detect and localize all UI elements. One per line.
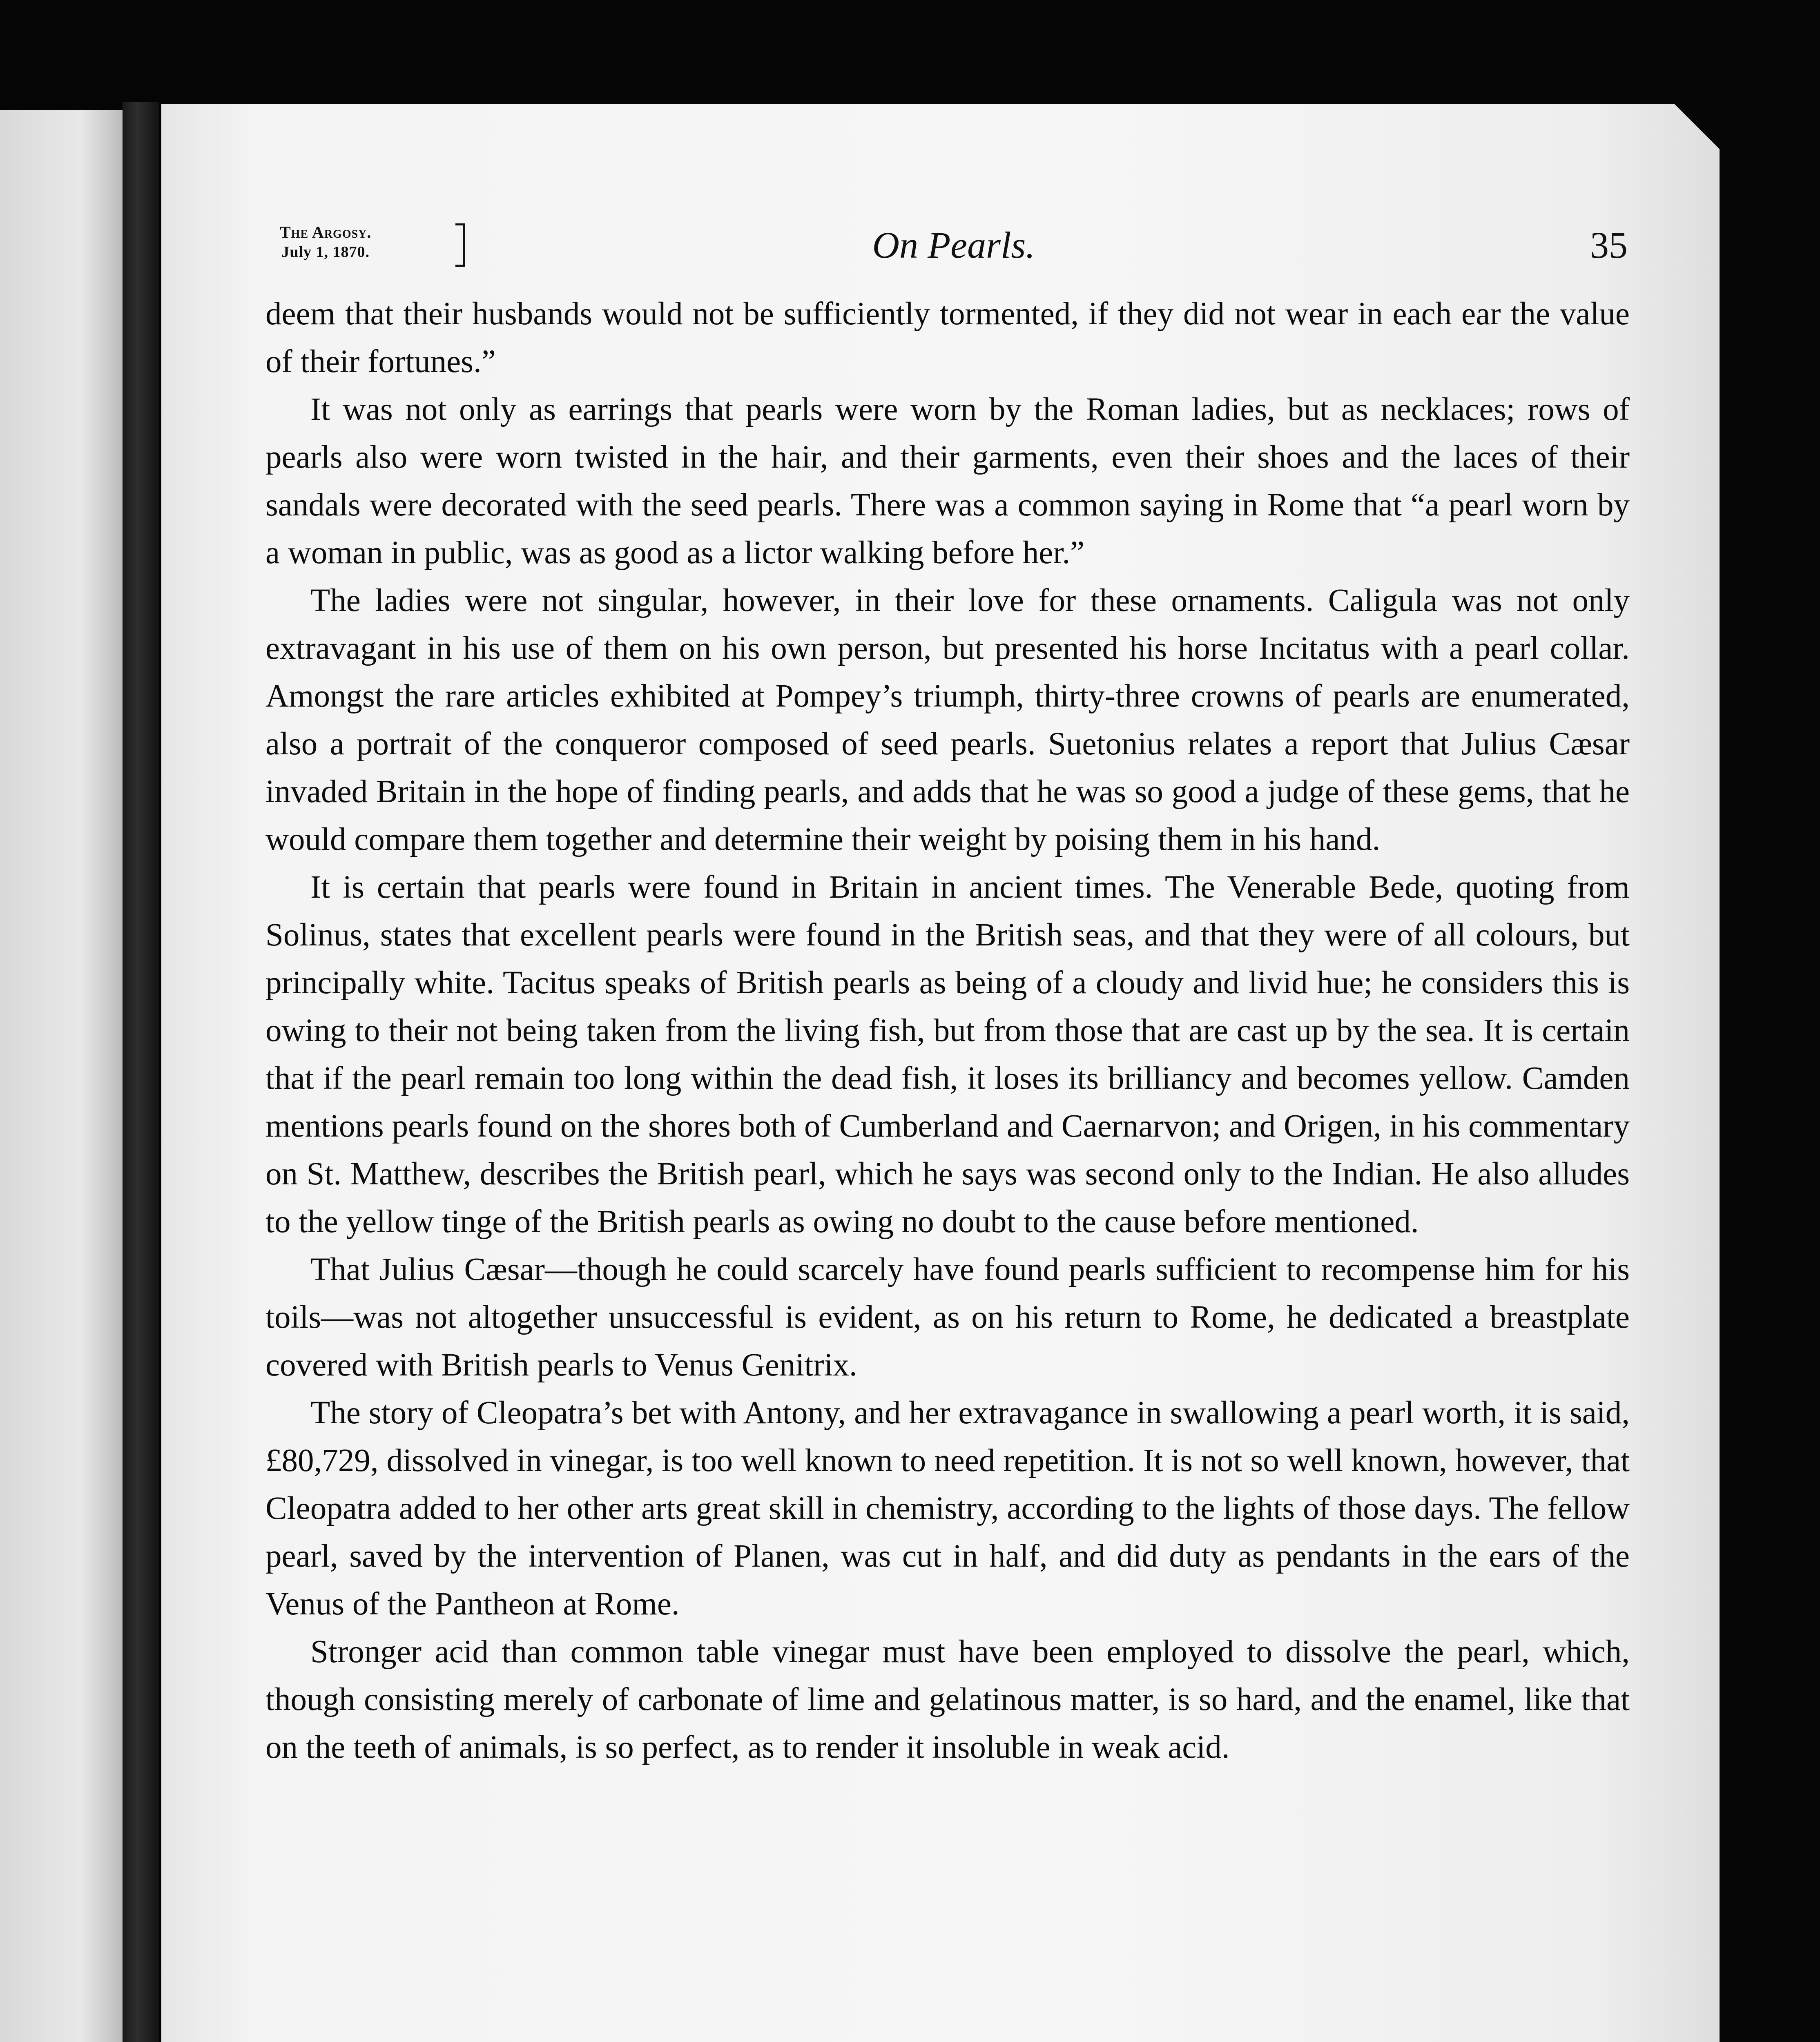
publication-name: The Argosy. — [280, 223, 372, 241]
page-number: 35 — [1590, 224, 1628, 266]
paragraph: The ladies were not singular, however, in their love for these ornaments. Caligula was not only extravagant in his use of them on his own person, but presented his horse Incitatus with a pearl collar. Amongst the rare articles exhibited at Pompey’s triumph, thirty-three crowns of pearls are enumerated, also a portrait of the conqueror composed of seed pearls. Suetonius relates a report that Julius Cæsar invaded Britain in the hope of finding pearls, and adds that he was so good a judge of these gems, that he would compare them together and determine their weight by poising them in his hand. — [265, 583, 1630, 857]
paragraph: The story of Cleopatra’s bet with Antony, and her extravagance in swallowing a pearl worth, it is said, £80,729, dissolved in vinegar, is too well known to need repetition. It is not so well known, however, that Cleopatra added to her other arts great skill in chemistry, according to the lights of those days. The fellow pearl, saved by the intervention of Planen, was cut in half, and did duty as pendants in the ears of the Venus of the Pantheon at Rome. — [265, 1395, 1630, 1622]
paragraph: That Julius Cæsar—though he could scarcely have found pearls sufficient to recompense him for his toils—was not altogether unsuccessful is evident, as on his return to Rome, he dedicated a breastplate covered with British pearls to Venus Genitrix. — [265, 1252, 1630, 1383]
book-gutter — [123, 102, 159, 2042]
body-text — [265, 290, 1630, 1771]
publication-date: July 1, 1870. — [281, 243, 370, 261]
page-corner — [1675, 104, 1720, 149]
header-publication-info — [280, 223, 371, 262]
paragraph: It is certain that pearls were found in Britain in ancient times. The Venerable Bede, quoting from Solinus, states that excellent pearls were found in the British seas, and that they were of all colours, but principally white. Tacitus speaks of British pearls as being of a cloudy and livid hue; he considers this is owing to their not being taken from the living fish, but from those that are cast up by the sea. It is certain that if the pearl remain too long within the dead fish, it loses its brilliancy and becomes yellow. Camden mentions pearls found on the shores both of Cumberland and Caernarvon; and Origen, in his commentary on St. Matthew, describes the British pearl, which he says was second only to the Indian. He also alludes to the yellow tinge of the British pearls as owing no doubt to the cause before mentioned. — [265, 869, 1630, 1239]
running-header — [280, 223, 1628, 288]
previous-page-edge — [0, 110, 135, 2042]
paragraph: It was not only as earrings that pearls were worn by the Roman ladies, but as necklaces; rows of pearls also were worn twisted in the hair, and their garments, even their shoes and the laces of their sandals were decorated with the seed pearls. There was a common saying in Rome that “a pearl worn by a woman in public, was as good as a lictor walking before her.” — [265, 392, 1630, 571]
page-title: On Pearls. — [872, 224, 1035, 266]
book-page — [161, 104, 1720, 2042]
paragraph: deem that their husbands would not be sufficiently tormented, if they did not wear in each ear the value of their fortunes.” — [265, 296, 1630, 379]
paragraph: Stronger acid than common table vinegar must have been employed to dissolve the pearl, which, though consisting merely of carbonate of lime and gelatinous matter, is so hard, and the enamel, like that on the teeth of animals, is so perfect, as to render it insoluble in weak acid. — [265, 1634, 1630, 1765]
header-bracket — [455, 223, 465, 267]
